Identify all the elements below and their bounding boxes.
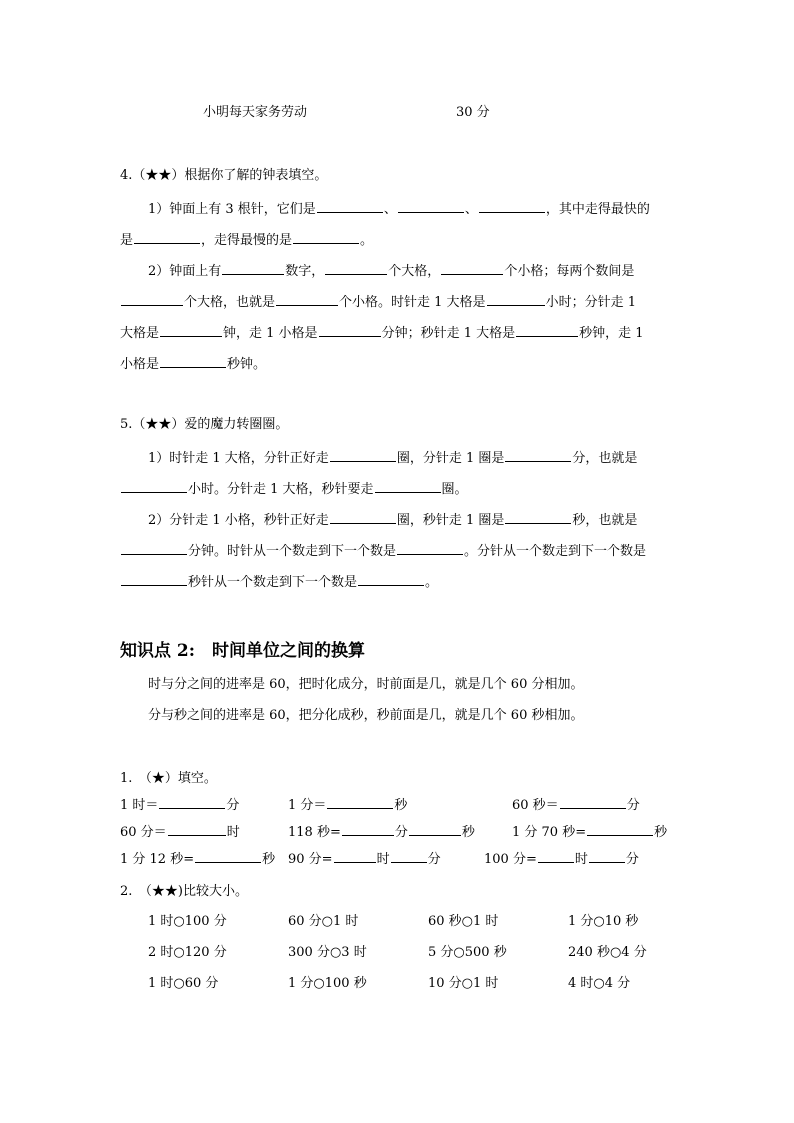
text: 分 <box>226 798 240 813</box>
text: 个小格。时针走 1 大格是 <box>339 295 486 310</box>
text: 1 分 70 秒= <box>512 825 587 840</box>
answer-blank[interactable] <box>505 509 571 524</box>
ex1-title: 1. （★）填空。 <box>120 771 217 786</box>
compare-item[interactable]: 300 分○3 时 <box>288 945 367 960</box>
q4-title: 4.（★★）根据你了解的钟表填空。 <box>120 168 328 183</box>
text: 分，也就是 <box>572 451 638 466</box>
text: 秒 <box>394 798 408 813</box>
answer-blank[interactable] <box>505 447 571 462</box>
answer-blank[interactable] <box>319 322 381 337</box>
ex1-item <box>288 821 475 842</box>
rule-hour-minute: 时与分之间的进率是 60，把时化成分，时前面是几，就是几个 60 分相加。 <box>148 677 584 692</box>
answer-blank[interactable] <box>327 794 393 809</box>
q5-p1-line2 <box>120 478 468 499</box>
q5-p2-line2 <box>120 540 646 561</box>
text: 90 分= <box>288 852 333 867</box>
answer-blank[interactable] <box>121 478 187 493</box>
answer-blank[interactable] <box>397 540 463 555</box>
rule-minute-second: 分与秒之间的进率是 60，把分化成秒，秒前面是几，就是几个 60 秒相加。 <box>148 708 584 723</box>
text: 1 分 12 秒= <box>120 852 195 867</box>
text: 2）分针走 1 小格，秒针正好走 <box>148 513 329 528</box>
text: ，走得最慢的是 <box>201 233 293 248</box>
answer-blank[interactable] <box>560 794 626 809</box>
ex1-item <box>288 794 407 815</box>
text: 时 <box>574 852 588 867</box>
compare-item[interactable]: 240 秒○4 分 <box>568 945 647 960</box>
text: 1）时针走 1 大格，分针正好走 <box>148 451 329 466</box>
text: 1 时＝ <box>120 798 159 813</box>
answer-blank[interactable] <box>342 821 394 836</box>
q4-p1-line1 <box>148 198 650 219</box>
text: 秒针从一个数走到下一个数是 <box>188 575 358 590</box>
q4-p2-line4 <box>120 353 266 374</box>
answer-blank[interactable] <box>121 291 183 306</box>
text: 100 分= <box>484 852 537 867</box>
text: 分钟。时针从一个数走到下一个数是 <box>188 544 397 559</box>
compare-item[interactable]: 2 时○120 分 <box>148 945 227 960</box>
text: 秒钟，走 1 <box>579 326 644 341</box>
answer-blank[interactable] <box>375 478 441 493</box>
ex1-item <box>484 848 639 869</box>
text: 。 <box>425 575 439 590</box>
answer-blank[interactable] <box>168 821 226 836</box>
answer-blank[interactable] <box>160 353 226 368</box>
text: 小时；分针走 1 <box>545 295 636 310</box>
compare-item[interactable]: 10 分○1 时 <box>428 976 499 991</box>
ex2-title: 2. （★★)比较大小。 <box>120 884 248 899</box>
text: 个大格， <box>388 264 441 279</box>
text: ，其中走得最快的 <box>545 202 650 217</box>
chore-label: 小明每天家务劳动 <box>203 105 308 120</box>
text: 、 <box>383 202 397 217</box>
chore-time: 30 分 <box>456 105 490 120</box>
answer-blank[interactable] <box>222 260 284 275</box>
q5-title: 5.（★★）爱的魔力转圈圈。 <box>120 417 289 432</box>
q4-p2-line3 <box>120 322 644 343</box>
q4-p2-line2 <box>120 291 636 312</box>
answer-blank[interactable] <box>160 322 222 337</box>
compare-item[interactable]: 1 时○100 分 <box>148 914 227 929</box>
compare-item[interactable]: 1 分○10 秒 <box>568 914 639 929</box>
answer-blank[interactable] <box>330 447 396 462</box>
answer-blank[interactable] <box>391 848 427 863</box>
text: 秒，也就是 <box>572 513 638 528</box>
text: 分 <box>626 798 640 813</box>
text: 秒 <box>461 825 475 840</box>
answer-blank[interactable] <box>479 198 545 213</box>
answer-blank[interactable] <box>159 794 225 809</box>
text: 是 <box>120 233 134 248</box>
ex1-item <box>120 821 240 842</box>
ex1-item <box>120 848 275 869</box>
text: 小时。分针走 1 大格，秒针要走 <box>188 482 374 497</box>
text: 、 <box>464 202 478 217</box>
answer-blank[interactable] <box>398 198 464 213</box>
text: 60 秒＝ <box>512 798 559 813</box>
text: 圈，分针走 1 圈是 <box>396 451 505 466</box>
text: 1 分＝ <box>288 798 327 813</box>
text: 。分针从一个数走到下一个数是 <box>464 544 647 559</box>
compare-item[interactable]: 1 分○100 秒 <box>288 976 367 991</box>
ex1-item <box>120 794 239 815</box>
ex1-item <box>288 848 441 869</box>
answer-blank[interactable] <box>276 291 338 306</box>
answer-blank[interactable] <box>195 848 261 863</box>
text: 数字， <box>285 264 325 279</box>
section-heading: 知识点 2: 时间单位之间的换算 <box>120 641 366 661</box>
ex1-item <box>512 794 640 815</box>
text: 大格是 <box>120 326 160 341</box>
answer-blank[interactable] <box>358 571 424 586</box>
compare-item[interactable]: 60 秒○1 时 <box>428 914 499 929</box>
answer-blank[interactable] <box>334 848 376 863</box>
text: 小格是 <box>120 357 160 372</box>
text: 时 <box>226 825 240 840</box>
answer-blank[interactable] <box>121 540 187 555</box>
q4-p2-line1 <box>148 260 634 281</box>
answer-blank[interactable] <box>409 821 461 836</box>
compare-item[interactable]: 4 时○4 分 <box>568 976 631 991</box>
compare-item[interactable]: 5 分○500 秒 <box>428 945 507 960</box>
text: 分 <box>625 852 639 867</box>
text: 圈，秒针走 1 圈是 <box>396 513 505 528</box>
text: 分 <box>394 825 408 840</box>
answer-blank[interactable] <box>293 229 359 244</box>
answer-blank[interactable] <box>587 821 653 836</box>
text: 个小格；每两个数间是 <box>504 264 635 279</box>
ex1-item <box>512 821 667 842</box>
answer-blank[interactable] <box>538 848 574 863</box>
answer-blank[interactable] <box>441 260 503 275</box>
answer-blank[interactable] <box>330 509 396 524</box>
q5-p2-line3 <box>120 571 438 592</box>
q5-p1-line1 <box>148 447 637 468</box>
text: 分 <box>427 852 441 867</box>
answer-blank[interactable] <box>589 848 625 863</box>
answer-blank[interactable] <box>317 198 383 213</box>
q4-p1-line2 <box>120 229 373 250</box>
q5-p2-line1 <box>148 509 637 530</box>
compare-item[interactable]: 60 分○1 时 <box>288 914 359 929</box>
text: 60 分＝ <box>120 825 167 840</box>
compare-item[interactable]: 1 时○60 分 <box>148 976 219 991</box>
text: 2）钟面上有 <box>148 264 222 279</box>
text: 个大格，也就是 <box>184 295 276 310</box>
text: 1）钟面上有 3 根针，它们是 <box>148 202 316 217</box>
answer-blank[interactable] <box>516 322 578 337</box>
text: 时 <box>376 852 390 867</box>
answer-blank[interactable] <box>487 291 545 306</box>
text: 圈。 <box>441 482 468 497</box>
answer-blank[interactable] <box>325 260 387 275</box>
text: 钟，走 1 小格是 <box>223 326 318 341</box>
text: 秒钟。 <box>227 357 267 372</box>
text: 。 <box>360 233 374 248</box>
text: 118 秒= <box>288 825 341 840</box>
text: 秒 <box>654 825 668 840</box>
answer-blank[interactable] <box>134 229 200 244</box>
text: 分钟；秒针走 1 大格是 <box>381 326 516 341</box>
answer-blank[interactable] <box>121 571 187 586</box>
text: 秒 <box>262 852 276 867</box>
